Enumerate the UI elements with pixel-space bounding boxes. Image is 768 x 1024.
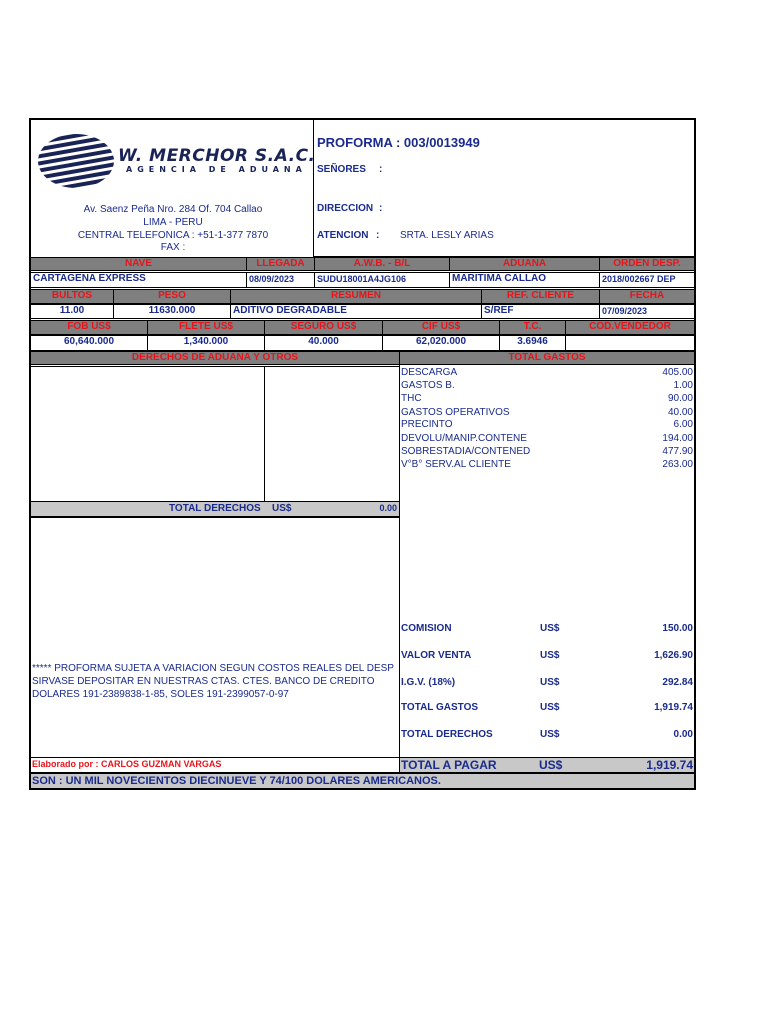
- summary-currency: US$: [540, 650, 560, 661]
- atencion-label: ATENCION: [317, 230, 369, 241]
- aduana-value: MARITIMA CALLAO: [449, 272, 600, 288]
- summary-label: COMISION: [401, 623, 452, 634]
- peso-header: PESO: [113, 289, 231, 304]
- flete-header: FLETE US$: [147, 320, 265, 335]
- derechos-box-right: [264, 366, 400, 502]
- gastos-amount: 477.90: [662, 446, 693, 457]
- company-tagline: AGENCIA DE ADUANA: [126, 165, 307, 174]
- summary-label: VALOR VENTA: [401, 650, 472, 661]
- tc-value: 3.6946: [499, 335, 566, 351]
- notes-box: [30, 517, 400, 758]
- total-derechos-amount: 0.00: [379, 503, 397, 513]
- gastos-amount: 194.00: [662, 433, 693, 444]
- gastos-amount: 405.00: [662, 367, 693, 378]
- gastos-amount: 6.00: [673, 419, 693, 430]
- bultos-value: 11.00: [30, 304, 114, 319]
- company-fax: FAX :: [160, 242, 186, 253]
- llegada-header: LLEGADA: [246, 257, 315, 271]
- elaborado-por: Elaborado por : CARLOS GUZMAN VARGAS: [32, 759, 222, 769]
- fob-header: FOB US$: [30, 320, 148, 335]
- summary-currency: US$: [540, 702, 560, 713]
- gastos-amount: 1.00: [673, 380, 693, 391]
- summary-label: I.G.V. (18%): [401, 677, 456, 688]
- peso-value: 11630.000: [113, 304, 231, 319]
- llegada-value: 08/09/2023: [246, 272, 315, 288]
- summary-amount: 292.84: [662, 677, 693, 688]
- total-pagar-currency: US$: [539, 758, 563, 772]
- company-address: Av. Saenz Peña Nro. 284 Of. 704 Callao: [83, 204, 263, 215]
- nave-value: CARTAGENA EXPRESS: [30, 272, 247, 288]
- resumen-header: RESUMEN: [230, 289, 482, 304]
- company-phone: CENTRAL TELEFONICA : +51-1-377 7870: [77, 230, 269, 241]
- seguro-value: 40.000: [264, 335, 383, 351]
- gastos-label: GASTOS OPERATIVOS: [401, 407, 510, 418]
- nave-header: NAVE: [30, 257, 247, 271]
- amount-in-words: SON : UN MIL NOVECIENTOS DIECINUEVE Y 74/100 DOLARES AMERICANOS.: [32, 775, 441, 787]
- summary-label: TOTAL DERECHOS: [401, 729, 493, 740]
- summary-amount: 1,919.74: [654, 702, 693, 713]
- gastos-label: THC: [401, 393, 422, 404]
- aduana-header: ADUANA: [449, 257, 600, 271]
- cif-value: 62,020.000: [382, 335, 500, 351]
- tc-header: T.C.: [499, 320, 566, 335]
- senores-label: SEÑORES: [317, 164, 366, 175]
- summary-label: TOTAL GASTOS: [401, 702, 479, 713]
- company-logo: [34, 130, 316, 188]
- awb-value: SUDU18001A4JG106: [314, 272, 450, 288]
- summary-currency: US$: [540, 677, 560, 688]
- gastos-amount: 90.00: [667, 393, 693, 404]
- total-pagar-amount: 1,919.74: [646, 758, 693, 772]
- total-pagar-label: TOTAL A PAGAR: [401, 758, 497, 772]
- proforma-number: PROFORMA : 003/0013949: [317, 135, 480, 150]
- derechos-box-left: [30, 366, 265, 502]
- derechos-header: DERECHOS DE ADUANA Y OTROS: [30, 351, 400, 365]
- senores-colon: :: [379, 164, 383, 175]
- resumen-value: ADITIVO DEGRADABLE: [230, 304, 482, 319]
- gastos-label: GASTOS B.: [401, 380, 455, 391]
- notes-line3: DOLARES 191-2389838-1-85, SOLES 191-2399057-0-97: [32, 689, 289, 700]
- atencion-colon: :: [376, 230, 380, 241]
- gastos-label: PRECINTO: [401, 419, 453, 430]
- gastos-header: TOTAL GASTOS: [399, 351, 695, 365]
- cif-header: CIF US$: [382, 320, 500, 335]
- notes-line2: SIRVASE DEPOSITAR EN NUESTRAS CTAS. CTES. BANCO DE CREDITO: [32, 676, 375, 687]
- gastos-label: V°B° SERV.AL CLIENTE: [401, 459, 511, 470]
- summary-amount: 1,626.90: [654, 650, 693, 661]
- summary-amount: 150.00: [662, 623, 693, 634]
- bultos-header: BULTOS: [30, 289, 114, 304]
- summary-amount: 0.00: [673, 729, 693, 740]
- fecha-value: 07/09/2023: [599, 304, 695, 319]
- ref-cliente-value: S/REF: [481, 304, 600, 319]
- atencion-value: SRTA. LESLY ARIAS: [400, 230, 494, 241]
- cod-vendedor-value: [565, 335, 695, 351]
- total-derechos-label: TOTAL DERECHOS: [169, 503, 261, 514]
- flete-value: 1,340.000: [147, 335, 265, 351]
- awb-header: A.W.B. - B/L: [314, 257, 450, 271]
- fecha-header: FECHA: [599, 289, 695, 304]
- orden-header: ORDEN DESP.: [599, 257, 695, 271]
- notes-line1: ***** PROFORMA SUJETA A VARIACION SEGUN COSTOS REALES DEL DESP: [32, 664, 394, 674]
- total-derechos-currency: US$: [272, 503, 292, 514]
- cod-vendedor-header: COD.VENDEDOR: [565, 320, 695, 335]
- summary-currency: US$: [540, 729, 560, 740]
- seguro-header: SEGURO US$: [264, 320, 383, 335]
- globe-icon: [36, 132, 116, 190]
- summary-currency: US$: [540, 623, 560, 634]
- gastos-amount: 40.00: [667, 407, 693, 418]
- gastos-amount: 263.00: [662, 459, 693, 470]
- direccion-label: DIRECCION: [317, 203, 374, 214]
- gastos-label: DEVOLU/MANIP.CONTENE: [401, 433, 527, 444]
- gastos-label: DESCARGA: [401, 367, 458, 378]
- column-divider: [399, 365, 400, 757]
- ref-cliente-header: REF. CLIENTE: [481, 289, 600, 304]
- company-city: LIMA - PERU: [143, 217, 203, 228]
- gastos-label: SOBRESTADIA/CONTENED: [401, 446, 531, 457]
- company-name: W. MERCHOR S.A.C.: [118, 146, 316, 166]
- orden-value: 2018/002667 DEP: [599, 272, 695, 288]
- fob-value: 60,640.000: [30, 335, 148, 351]
- direccion-colon: :: [379, 203, 383, 214]
